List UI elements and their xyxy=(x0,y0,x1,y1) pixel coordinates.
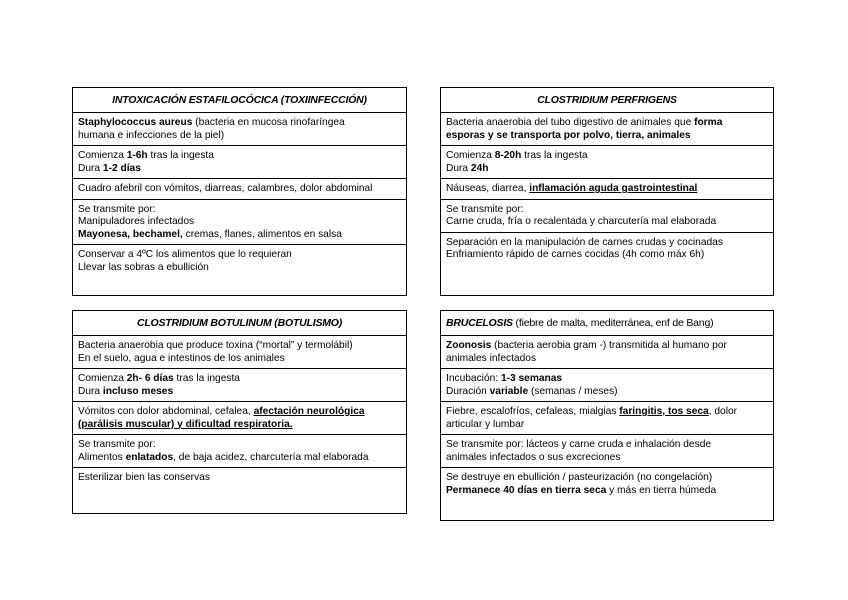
card-rows xyxy=(73,113,406,277)
text-segment: Náuseas, diarrea, xyxy=(446,183,530,194)
text-segment: Se transmite por: lácteos y carne cruda e inhalación desde xyxy=(446,439,712,450)
text-segment: Zoonosis xyxy=(446,340,492,351)
row-line xyxy=(446,183,768,196)
card-row xyxy=(441,468,773,500)
row-line xyxy=(446,204,768,217)
row-line xyxy=(446,163,768,176)
text-segment: tras la ingesta xyxy=(173,373,240,384)
card-row xyxy=(73,402,406,435)
row-line xyxy=(446,472,768,485)
text-segment: Separación en la manipulación de carnes crudas y cocinadas xyxy=(446,236,723,248)
text-segment: afectación neurológica xyxy=(253,406,365,417)
row-line xyxy=(446,419,768,432)
card-rows xyxy=(441,113,773,265)
text-segment: 1-3 semanas xyxy=(500,373,563,384)
card-row xyxy=(73,468,406,488)
text-segment: Dura xyxy=(78,385,103,397)
text-segment: Llevar las sobras a ebullición xyxy=(78,261,209,273)
card-row xyxy=(441,200,773,233)
text-segment: Cuadro afebril con vómitos, diarreas, calambres, dolor abdominal xyxy=(78,183,373,194)
card-title-suffix: (fiebre de malta, mediterránea, enf de Bang) xyxy=(512,317,714,329)
row-line xyxy=(78,150,401,163)
row-line xyxy=(78,472,401,485)
card-row xyxy=(441,113,773,146)
text-segment: Bacteria anaerobia que produce toxina (“mortal” y termolábil) xyxy=(78,340,353,351)
card-row xyxy=(73,435,406,468)
text-segment: 24h xyxy=(470,162,489,174)
row-line xyxy=(446,373,768,386)
text-segment: Se transmite por: xyxy=(446,203,524,215)
row-line xyxy=(78,229,401,242)
row-line xyxy=(446,353,768,366)
row-line xyxy=(78,183,401,196)
card-row xyxy=(73,336,406,369)
card-row xyxy=(441,179,773,200)
card-title: INTOXICACIÓN ESTAFILOCÓCICA (TOXIINFECCIÓN) xyxy=(73,88,406,113)
text-segment: Dura xyxy=(78,162,103,174)
row-line xyxy=(78,249,401,262)
row-line xyxy=(446,386,768,399)
text-segment: y más en tierra húmeda xyxy=(606,484,717,496)
card-row xyxy=(73,369,406,402)
text-segment: Comienza xyxy=(78,150,127,161)
card-intoxicacion-estafilococica xyxy=(72,87,407,296)
card-title: CLOSTRIDIUM PERFRIGENS xyxy=(441,88,773,113)
text-segment: Permanece 40 días en tierra seca xyxy=(446,484,607,496)
text-segment: Staphylococcus aureus xyxy=(78,117,193,128)
row-line xyxy=(78,117,401,130)
card-title: CLOSTRIDIUM BOTULINUM (BOTULISMO) xyxy=(73,311,406,336)
row-line xyxy=(78,204,401,217)
row-line xyxy=(78,419,401,432)
card-row xyxy=(441,435,773,468)
row-line xyxy=(78,452,401,465)
text-segment: esporas y se transporta por polvo, tierra, animales xyxy=(446,129,691,141)
text-segment: animales infectados o sus excreciones xyxy=(446,451,621,463)
text-segment: Vómitos con dolor abdominal, cefalea, xyxy=(78,406,254,417)
row-line xyxy=(446,216,768,229)
row-line xyxy=(78,262,401,275)
row-line xyxy=(446,485,768,498)
text-segment: Comienza xyxy=(78,373,127,384)
card-row xyxy=(441,402,773,435)
row-line xyxy=(78,216,401,229)
text-segment: Enfriamiento rápido de carnes cocidas (4h como máx 6h) xyxy=(446,249,705,260)
text-segment: Carne cruda, fría o recalentada y charcutería mal elaborada xyxy=(446,216,717,227)
row-line xyxy=(446,130,768,143)
text-segment: incluso meses xyxy=(102,385,174,397)
row-line xyxy=(78,353,401,366)
text-segment: Se destruye en ebullición / pasteurización (no congelación) xyxy=(446,472,713,483)
text-segment: variable xyxy=(489,385,529,397)
text-segment: Se transmite por: xyxy=(78,439,156,450)
card-row xyxy=(73,179,406,200)
text-segment: enlatados xyxy=(125,451,174,463)
row-line xyxy=(446,150,768,163)
text-segment: (bacteria en mucosa rinofaríngea xyxy=(192,117,345,128)
text-segment: tras la ingesta xyxy=(147,150,214,161)
text-segment: tras la ingesta xyxy=(521,150,588,161)
card-row xyxy=(441,233,773,265)
row-line xyxy=(446,452,768,465)
text-segment: faringitis, tos seca xyxy=(619,406,709,417)
row-line xyxy=(78,406,401,419)
text-segment: Manipuladores infectados xyxy=(78,216,195,227)
text-segment: cremas, flanes, alimentos en salsa xyxy=(182,228,342,240)
card-brucelosis xyxy=(440,310,774,521)
text-segment: (bacteria aerobia gram -) transmitida al humano por xyxy=(491,340,727,351)
card-title-name: BRUCELOSIS xyxy=(446,317,513,329)
card-clostridium-perfrigens xyxy=(440,87,774,296)
card-row xyxy=(441,146,773,179)
text-segment: , de baja acidez, charcutería mal elaborada xyxy=(173,451,369,463)
text-segment: , dolor xyxy=(708,406,738,417)
card-row xyxy=(441,336,773,369)
text-segment: Conservar a 4ºC los alimentos que lo requieran xyxy=(78,249,292,260)
card-rows xyxy=(73,336,406,488)
text-segment: 8-20h xyxy=(494,150,522,161)
text-segment: forma xyxy=(694,117,723,128)
card-row xyxy=(441,369,773,402)
row-line xyxy=(78,373,401,386)
text-segment: Mayonesa, bechamel, xyxy=(78,228,183,240)
text-segment: Duración xyxy=(446,385,490,397)
row-line xyxy=(78,163,401,176)
row-line xyxy=(446,249,768,262)
card-title xyxy=(441,311,773,336)
text-segment: Incubación: xyxy=(446,373,501,384)
text-segment: Esterilizar bien las conservas xyxy=(78,472,210,483)
text-segment: Fiebre, escalofríos, cefaleas, mialgias xyxy=(446,406,620,417)
row-line xyxy=(446,340,768,353)
card-row xyxy=(73,113,406,146)
row-line xyxy=(446,117,768,130)
row-line xyxy=(446,237,768,250)
card-row xyxy=(73,200,406,246)
text-segment: En el suelo, agua e intestinos de los animales xyxy=(78,352,285,364)
text-segment: humana e infecciones de la piel) xyxy=(78,129,225,141)
text-segment: inflamación aguda gastrointestinal xyxy=(529,183,698,194)
text-segment: 1-6h xyxy=(126,150,148,161)
card-row xyxy=(73,245,406,277)
row-line xyxy=(78,386,401,399)
text-segment: Dura xyxy=(446,162,471,174)
text-segment: 1-2 días xyxy=(102,162,141,174)
text-segment: Se transmite por: xyxy=(78,203,156,215)
row-line xyxy=(446,406,768,419)
card-row xyxy=(73,146,406,179)
row-line xyxy=(78,130,401,143)
text-segment: (semanas / meses) xyxy=(528,385,618,397)
text-segment: Bacteria anaerobia del tubo digestivo de animales que xyxy=(446,117,695,128)
row-line xyxy=(78,340,401,353)
row-line xyxy=(78,439,401,452)
text-segment: articular y lumbar xyxy=(446,418,525,430)
text-segment: animales infectados xyxy=(446,352,537,364)
card-rows xyxy=(441,336,773,500)
row-line xyxy=(446,439,768,452)
text-segment: (parálisis muscular) y dificultad respiratoria. xyxy=(78,418,293,430)
text-segment: 2h- 6 días xyxy=(126,373,174,384)
text-segment: Alimentos xyxy=(78,451,126,463)
card-clostridium-botulinum xyxy=(72,310,407,514)
text-segment: Comienza xyxy=(446,150,495,161)
